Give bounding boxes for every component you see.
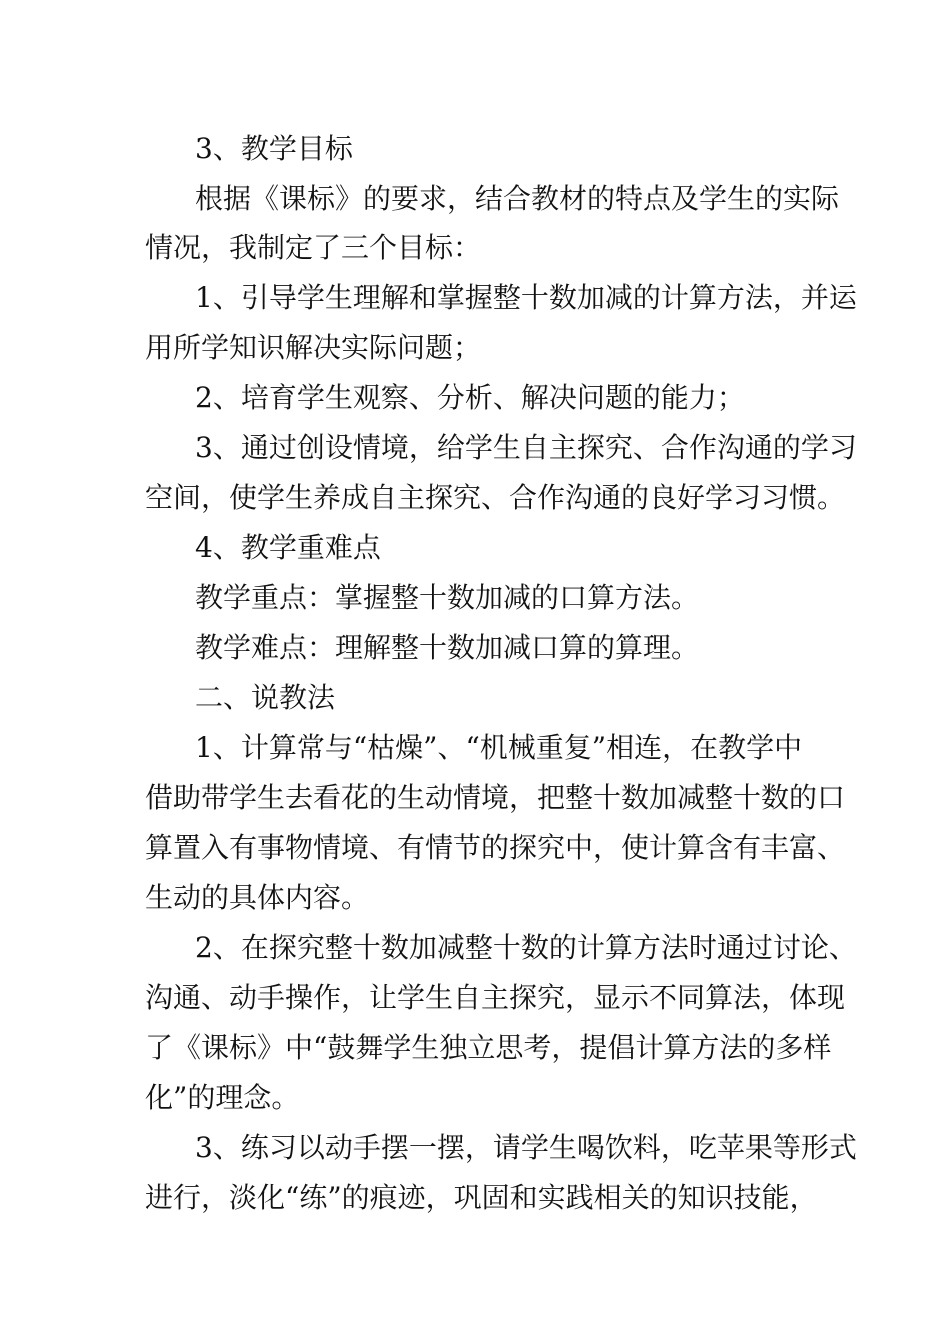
paragraph-line: 化”的理念。	[145, 1081, 300, 1114]
paragraph-line: 2、培育学生观察、分析、解决问题的能力；	[195, 381, 745, 414]
paragraph-line: 用所学知识解决实际问题；	[145, 331, 482, 364]
paragraph-line: 生动的具体内容。	[145, 881, 370, 914]
paragraph-line: 借助带学生去看花的生动情境，把整十数加减整十数的口	[145, 781, 846, 814]
paragraph-line: 算置入有事物情境、有情节的探究中，使计算含有丰富、	[145, 831, 846, 864]
paragraph-line: 1、计算常与“枯燥”、“机械重复”相连，在教学中	[195, 731, 803, 764]
paragraph-line: 根据《课标》的要求，结合教材的特点及学生的实际	[195, 182, 840, 215]
paragraph-line: 3、通过创设情境，给学生自主探究、合作沟通的学习	[195, 431, 857, 464]
paragraph-line: 空间，使学生养成自主探究、合作沟通的良好学习习惯。	[145, 481, 846, 514]
paragraph-line: 2、在探究整十数加减整十数的计算方法时通过讨论、	[195, 931, 857, 964]
paragraph-line: 情况，我制定了三个目标：	[145, 231, 482, 264]
paragraph-line: 教学重点：掌握整十数加减的口算方法。	[195, 581, 700, 614]
section-heading-goals: 3、教学目标	[195, 132, 353, 165]
paragraph-line: 1、引导学生理解和掌握整十数加减的计算方法，并运	[195, 281, 857, 314]
paragraph-line: 了《课标》中“鼓舞学生独立思考，提倡计算方法的多样	[145, 1031, 832, 1064]
paragraph-line: 沟通、动手操作，让学生自主探究，显示不同算法，体现	[145, 981, 846, 1014]
paragraph-line: 教学难点：理解整十数加减口算的算理。	[195, 631, 700, 664]
section-heading-teaching-method: 二、说教法	[195, 681, 336, 714]
paragraph-line: 进行，淡化“练”的痕迹，巩固和实践相关的知识技能，	[145, 1181, 818, 1214]
paragraph-line: 3、练习以动手摆一摆，请学生喝饮料，吃苹果等形式	[195, 1131, 857, 1164]
section-heading-key-points: 4、教学重难点	[195, 531, 381, 564]
